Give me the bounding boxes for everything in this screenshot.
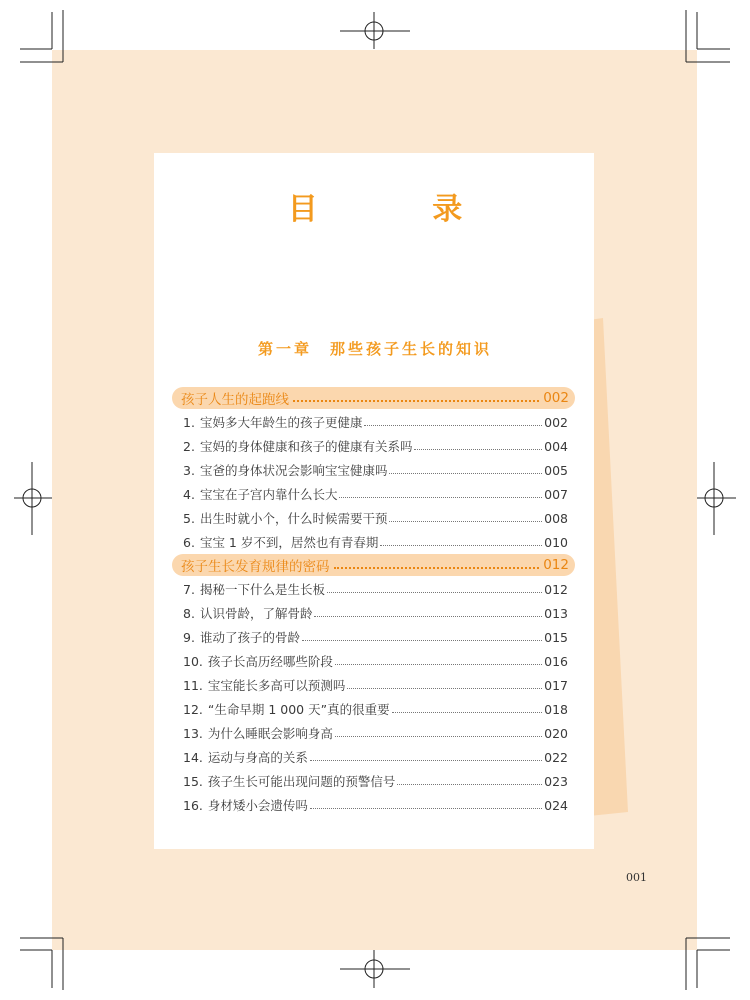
dot-leader xyxy=(310,807,542,809)
entry-title: 孩子长高历经哪些阶段 xyxy=(207,654,333,669)
section-page: 012 xyxy=(543,557,569,573)
toc-title: 目 录 xyxy=(287,192,515,227)
toc-entry[interactable] xyxy=(172,410,575,434)
entry-number: 2. xyxy=(183,438,195,454)
entry-title: 运动与身高的关系 xyxy=(207,750,308,765)
entry-number: 7. xyxy=(183,581,195,597)
entry-page: 023 xyxy=(544,773,568,789)
entry-title: 宝宝 1 岁不到，居然也有青春期 xyxy=(199,535,379,550)
dot-leader xyxy=(302,639,542,641)
dot-leader xyxy=(339,496,542,498)
toc-entry[interactable] xyxy=(172,649,575,673)
entry-title: 宝妈多大年龄生的孩子更健康 xyxy=(199,415,363,430)
entry-page: 005 xyxy=(544,462,568,478)
dot-leader xyxy=(314,615,542,617)
entry-page: 002 xyxy=(544,414,568,430)
dot-leader xyxy=(397,783,542,785)
entry-title: 出生时就小个，什么时候需要干预 xyxy=(199,511,388,526)
entry-number: 9. xyxy=(183,629,195,645)
dot-leader xyxy=(392,711,543,713)
dot-leader xyxy=(335,735,542,737)
entry-number: 14. xyxy=(183,749,203,765)
section-page: 002 xyxy=(543,390,569,406)
dot-leader xyxy=(364,424,542,426)
entry-page: 017 xyxy=(544,677,568,693)
entry-title: 揭秘一下什么是生长板 xyxy=(199,582,325,597)
dot-leader xyxy=(310,759,542,761)
entry-number: 11. xyxy=(183,677,203,693)
entry-page: 024 xyxy=(544,797,568,813)
entry-page: 015 xyxy=(544,629,568,645)
toc-entry[interactable] xyxy=(172,745,575,769)
entry-page: 004 xyxy=(544,438,568,454)
entry-title: 孩子生长可能出现问题的预警信号 xyxy=(207,774,396,789)
entry-number: 15. xyxy=(183,773,203,789)
dot-leader xyxy=(334,566,540,569)
entry-title: “生命早期 1 000 天”真的很重要 xyxy=(207,702,390,717)
entry-page: 022 xyxy=(544,749,568,765)
entry-number: 3. xyxy=(183,462,195,478)
dot-leader xyxy=(335,663,542,665)
entry-page: 007 xyxy=(544,486,568,502)
entry-title: 为什么睡眠会影响身高 xyxy=(207,726,333,741)
toc-section-header[interactable] xyxy=(172,554,575,576)
dot-leader xyxy=(347,687,542,689)
entry-page: 012 xyxy=(544,581,568,597)
toc-entry[interactable] xyxy=(172,697,575,721)
entry-title: 谁动了孩子的骨龄 xyxy=(199,630,300,645)
section-title: 孩子人生的起跑线 xyxy=(181,392,289,408)
entry-number: 12. xyxy=(183,701,203,717)
entry-number: 6. xyxy=(183,534,195,550)
section-title: 孩子生长发育规律的密码 xyxy=(181,559,330,575)
toc-entry[interactable] xyxy=(172,769,575,793)
entry-page: 018 xyxy=(544,701,568,717)
entry-number: 10. xyxy=(183,653,203,669)
dot-leader xyxy=(293,399,539,402)
dot-leader xyxy=(414,448,542,450)
chapter-title: 第一章 那些孩子生长的知识 xyxy=(257,340,492,358)
entry-page: 013 xyxy=(544,605,568,621)
entry-page: 020 xyxy=(544,725,568,741)
toc-section-header[interactable] xyxy=(172,387,575,409)
dot-leader xyxy=(389,520,542,522)
entry-title: 身材矮小会遗传吗 xyxy=(207,798,308,813)
toc-entry[interactable] xyxy=(172,506,575,530)
entry-number: 8. xyxy=(183,605,195,621)
toc-entry[interactable] xyxy=(172,434,575,458)
entry-number: 4. xyxy=(183,486,195,502)
page-number: 001 xyxy=(626,871,647,884)
entry-title: 宝妈的身体健康和孩子的健康有关系吗 xyxy=(199,439,413,454)
dot-leader xyxy=(389,472,542,474)
toc-entry[interactable] xyxy=(172,458,575,482)
toc-entry[interactable] xyxy=(172,673,575,697)
entry-number: 1. xyxy=(183,414,195,430)
toc-entry[interactable] xyxy=(172,601,575,625)
toc-list xyxy=(172,387,575,817)
dot-leader xyxy=(380,544,542,546)
toc-entry[interactable] xyxy=(172,625,575,649)
toc-entry[interactable] xyxy=(172,721,575,745)
toc-entry[interactable] xyxy=(172,793,575,817)
toc-entry[interactable] xyxy=(172,482,575,506)
entry-number: 13. xyxy=(183,725,203,741)
entry-number: 16. xyxy=(183,797,203,813)
entry-page: 010 xyxy=(544,534,568,550)
entry-title: 宝宝能长多高可以预测吗 xyxy=(207,678,346,693)
dot-leader xyxy=(327,591,542,593)
toc-entry[interactable] xyxy=(172,530,575,554)
toc-entry[interactable] xyxy=(172,577,575,601)
entry-title: 认识骨龄，了解骨龄 xyxy=(199,606,313,621)
entry-page: 016 xyxy=(544,653,568,669)
entry-title: 宝爸的身体状况会影响宝宝健康吗 xyxy=(199,463,388,478)
entry-title: 宝宝在子宫内靠什么长大 xyxy=(199,487,338,502)
entry-page: 008 xyxy=(544,510,568,526)
entry-number: 5. xyxy=(183,510,195,526)
